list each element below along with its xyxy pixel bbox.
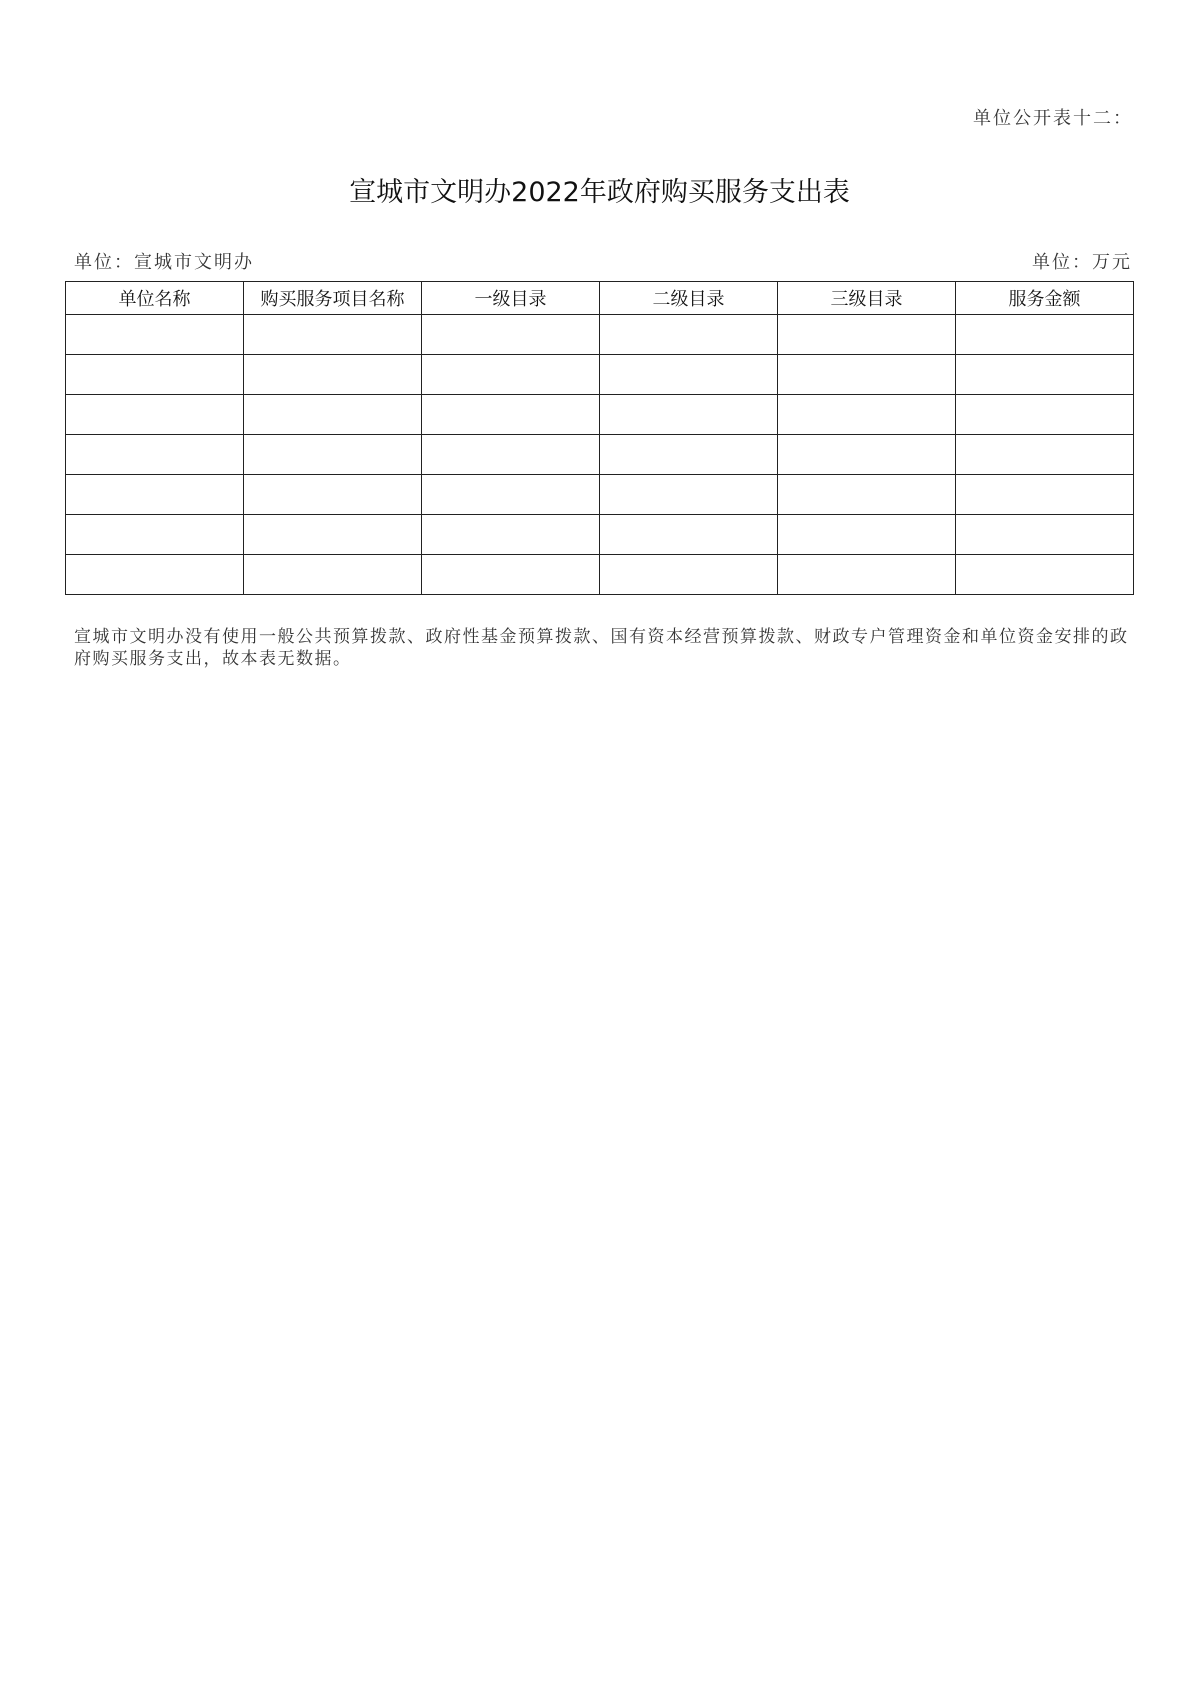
table-cell [778,515,956,555]
table-cell [778,555,956,595]
table-cell [244,315,422,355]
table-cell [600,435,778,475]
table-cell [778,315,956,355]
table-cell [244,435,422,475]
table-cell [66,315,244,355]
table-row [66,435,1134,475]
table-cell [600,555,778,595]
table-cell [422,395,600,435]
table-cell [956,515,1134,555]
table-cell [422,435,600,475]
table-cell [66,475,244,515]
table-cell [956,555,1134,595]
table-cell [66,435,244,475]
table-cell [66,555,244,595]
unit-organization-label: 单位：宣城市文明办 [74,252,254,273]
table-cell [778,435,956,475]
table-cell [600,355,778,395]
table-cell [956,475,1134,515]
table-cell [422,315,600,355]
column-header: 购买服务项目名称 [244,282,422,315]
table-cell [66,395,244,435]
table-cell [244,555,422,595]
table-row [66,315,1134,355]
unit-currency-label: 单位：万元 [1032,252,1132,273]
footnote-text: 宣城市文明办没有使用一般公共预算拨款、政府性基金预算拨款、国有资本经营预算拨款、财政专户管理资金和单位资金安排的政府购买服务支出，故本表无数据。 [74,627,1129,669]
table-row [66,475,1134,515]
table-cell [600,475,778,515]
expenditure-table [65,281,1134,595]
column-header: 服务金额 [956,282,1134,315]
table-cell [778,395,956,435]
table-cell [244,515,422,555]
table-cell [778,355,956,395]
column-header: 单位名称 [66,282,244,315]
table-cell [422,355,600,395]
table-cell [600,395,778,435]
table-cell [956,355,1134,395]
table-cell [600,515,778,555]
table-row [66,515,1134,555]
table-cell [422,555,600,595]
table-cell [956,315,1134,355]
table-cell [66,515,244,555]
table-number-label: 单位公开表十二： [973,108,1133,129]
table-cell [244,475,422,515]
column-header: 一级目录 [422,282,600,315]
table-row [66,355,1134,395]
table-row [66,555,1134,595]
table-cell [244,395,422,435]
column-header: 二级目录 [600,282,778,315]
table-cell [422,475,600,515]
table-cell [244,355,422,395]
table-cell [600,315,778,355]
table-cell [956,435,1134,475]
table-cell [422,515,600,555]
column-header: 三级目录 [778,282,956,315]
page-title: 宣城市文明办2022年政府购买服务支出表 [349,177,850,208]
table-header-row [66,282,1134,315]
table-cell [778,475,956,515]
table-cell [66,355,244,395]
table-row [66,395,1134,435]
table-cell [956,395,1134,435]
